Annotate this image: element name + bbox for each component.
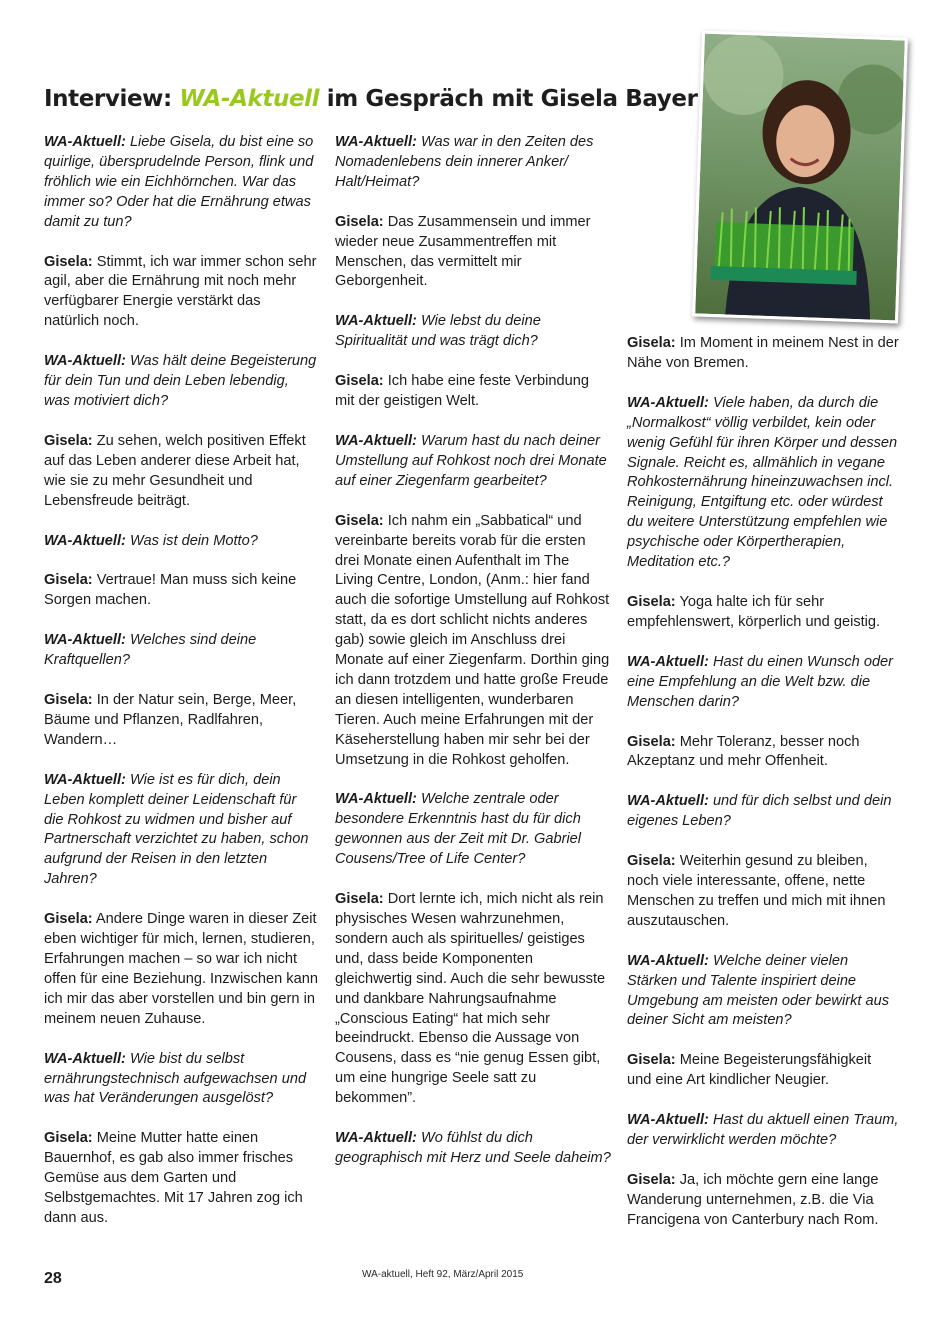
interview-answer bbox=[627, 733, 899, 773]
portrait-photo-icon bbox=[695, 34, 905, 321]
block-text: Wie ist es für dich, dein Leben komplett deiner Leidenschaft für die Rohkost zu widmen und bisher auf Partnerschaft verzichtet zu haben, schon aufgrund der Reisen in den letzten Jahren? bbox=[44, 771, 309, 888]
interview-answer bbox=[44, 691, 318, 751]
interview-question bbox=[44, 771, 318, 890]
interview-question bbox=[335, 1129, 611, 1169]
speaker-label: Gisela: bbox=[44, 432, 93, 449]
block-text: Dort lernte ich, mich nicht als rein physisches Wesen wahrzunehmen, sondern auch als spirituelles/ geistiges und, dass beide Komponenten gleichwertig sind. Auch die sehr bewusste und dankbare Nahrungsaufnahme „Conscious Eating“ hat mich sehr beeindruckt. Ebenso die Aussage von Cousens, dass es “nie genug Essen gibt, um eine hungrige Seele satt zu bekommen”. bbox=[335, 891, 606, 1107]
interview-answer bbox=[335, 512, 611, 771]
interview-column-2 bbox=[335, 133, 611, 1189]
speaker-label: WA-Aktuell: bbox=[335, 134, 417, 150]
block-text: Vertraue! Man muss sich keine Sorgen machen. bbox=[44, 572, 297, 609]
interview-answer bbox=[44, 571, 318, 611]
speaker-label: WA-Aktuell: bbox=[627, 1112, 709, 1129]
speaker-label: WA-Aktuell: bbox=[44, 632, 126, 649]
speaker-label: Gisela: bbox=[335, 213, 384, 230]
speaker-label: Gisela: bbox=[44, 572, 93, 589]
speaker-label: WA-Aktuell: bbox=[627, 394, 709, 411]
block-text: Mehr Toleranz, besser noch Akzeptanz und mehr Offenheit. bbox=[627, 733, 860, 770]
speaker-label: Gisela: bbox=[627, 733, 676, 750]
interview-answer bbox=[627, 334, 899, 374]
interview-answer bbox=[44, 253, 318, 333]
block-text: Im Moment in meinem Nest in der Nähe von Bremen. bbox=[627, 335, 899, 371]
speaker-label: WA-Aktuell: bbox=[627, 793, 709, 810]
speaker-label: Gisela: bbox=[335, 512, 384, 529]
speaker-label: Gisela: bbox=[44, 253, 93, 270]
block-text: Was war in den Zeiten des Nomadenlebens dein innerer Anker/ Halt/Heimat? bbox=[335, 134, 594, 190]
block-text: Was hält deine Begeisterung für dein Tun und dein Leben lebendig, was motiviert dich? bbox=[44, 353, 317, 409]
speaker-label: WA-Aktuell: bbox=[44, 1050, 126, 1067]
speaker-label: WA-Aktuell: bbox=[335, 1130, 417, 1147]
block-text: In der Natur sein, Berge, Meer, Bäume und Pflanzen, Radlfahren, Wandern… bbox=[44, 692, 297, 748]
interview-question bbox=[335, 133, 611, 193]
block-text: Was ist dein Motto? bbox=[125, 532, 258, 549]
title-accent: WA-Aktuell bbox=[179, 86, 320, 112]
interview-question bbox=[44, 133, 318, 233]
speaker-label: WA-Aktuell: bbox=[335, 313, 417, 330]
block-text: Meine Begeisterungsfähigkeit und eine Art kindlicher Neugier. bbox=[627, 1052, 872, 1089]
speaker-label: WA-Aktuell: bbox=[44, 532, 126, 549]
block-text: Meine Mutter hatte einen Bauernhof, es gab also immer frisches Gemüse aus dem Garten und Selbstgemachtes. Mit 17 Jahren zog ich dann aus. bbox=[44, 1130, 303, 1226]
interview-question bbox=[627, 653, 899, 713]
interview-question bbox=[335, 312, 611, 352]
block-text: Wie bist du selbst ernährungstechnisch aufgewachsen und was hat Veränderungen ausgelöst? bbox=[44, 1050, 307, 1107]
interview-question bbox=[44, 1050, 318, 1110]
article-title bbox=[44, 86, 698, 112]
block-text: Stimmt, ich war immer schon sehr agil, aber die Ernährung mit noch mehr verfügbarer Energie verstärkt das natürlich noch. bbox=[44, 253, 317, 330]
page-number: 28 bbox=[44, 1270, 62, 1287]
speaker-label: Gisela: bbox=[627, 593, 676, 610]
speaker-label: Gisela: bbox=[44, 1130, 93, 1147]
interview-answer bbox=[335, 890, 611, 1109]
interview-question bbox=[44, 631, 318, 671]
speaker-label: Gisela: bbox=[627, 1172, 676, 1188]
block-text: Yoga halte ich für sehr empfehlenswert, körperlich und geistig. bbox=[627, 593, 881, 630]
interview-column-1 bbox=[44, 133, 318, 1249]
interview-answer bbox=[44, 910, 318, 1029]
speaker-label: Gisela: bbox=[44, 911, 93, 928]
block-text: Das Zusammensein und immer wieder neue Zusammentreffen mit Menschen, das vermittelt mir Geborgenheit. bbox=[335, 213, 591, 290]
speaker-label: Gisela: bbox=[627, 853, 676, 870]
portrait-photo bbox=[692, 30, 908, 323]
interview-answer bbox=[627, 1051, 899, 1091]
speaker-label: WA-Aktuell: bbox=[335, 432, 417, 449]
interview-answer bbox=[627, 852, 899, 932]
block-text: Liebe Gisela, du bist eine so quirlige, übersprudelnde Person, flink und fröhlich wie ein Eichhörnchen. War das immer so? Oder hat die Ernährung etwas damit zu tun? bbox=[44, 134, 314, 230]
interview-answer bbox=[335, 372, 611, 412]
block-text: Wo fühlst du dich geographisch mit Herz und Seele daheim? bbox=[335, 1130, 611, 1166]
interview-answer bbox=[627, 1171, 899, 1231]
block-text: Warum hast du nach deiner Umstellung auf Rohkost noch drei Monate auf einer Ziegenfarm gearbeitet? bbox=[335, 432, 607, 489]
title-prefix: Interview: bbox=[44, 86, 180, 112]
block-text: und für dich selbst und dein eigenes Leben? bbox=[627, 793, 892, 830]
block-text: Weiterhin gesund zu bleiben, noch viele interessante, offene, nette Menschen zu treffen und mich mit ihnen auszutauschen. bbox=[627, 853, 886, 929]
block-text: Zu sehen, welch positiven Effekt auf das Leben anderer diese Arbeit hat, wie sie zu mehr Gesundheit und Lebensfreude beiträgt. bbox=[44, 432, 306, 509]
block-text: Ich nahm ein „Sabbatical“ und vereinbarte bereits vorab für die ersten drei Monate einen Aufenthalt im The Living Centre, London, (Anm.: hier fand auch die sofortige Umstellung auf Rohkost statt, da es dort schlicht nichts anderes gab) sowie gleich im Anschluss drei Monate auf einer Ziegenfarm. Dorthin ging ich dann trotzdem und hatte große Freude an diesen intelligenten, wunderbaren Tieren. Auch meine Erfahrungen mit der Käseherstellung haben mir sehr bei der Umsetzung in die Rohkost geholfen. bbox=[335, 512, 610, 768]
block-text: Andere Dinge waren in dieser Zeit eben wichtiger für mich, lernen, studieren, Erfahrungen machen – so war ich nicht offen für eine Beziehung. Inzwischen kann ich mir das aber vorstellen und bin gern in meinem neuen Zuhause. bbox=[44, 911, 318, 1027]
interview-answer bbox=[44, 432, 318, 512]
interview-question bbox=[627, 952, 899, 1032]
block-text: Welche zentrale oder besondere Erkenntnis hast du für dich gewonnen aus der Zeit mit Dr. Gabriel Cousens/Tree of Life Center? bbox=[335, 791, 582, 868]
block-text: Hast du einen Wunsch oder eine Empfehlung an die Welt bzw. die Menschen darin? bbox=[627, 653, 894, 710]
block-text: Wie lebst du deine Spiritualität und was trägt dich? bbox=[335, 313, 541, 350]
interview-question bbox=[627, 1111, 899, 1151]
interview-question bbox=[627, 394, 899, 573]
block-text: Ich habe eine feste Verbindung mit der geistigen Welt. bbox=[335, 373, 589, 410]
interview-question bbox=[44, 352, 318, 412]
speaker-label: WA-Aktuell: bbox=[44, 353, 126, 370]
title-suffix: im Gespräch mit Gisela Bayer bbox=[319, 86, 698, 112]
speaker-label: WA-Aktuell: bbox=[627, 653, 709, 670]
interview-question bbox=[44, 532, 318, 552]
speaker-label: WA-Aktuell: bbox=[44, 134, 126, 150]
speaker-label: Gisela: bbox=[335, 891, 384, 908]
interview-question bbox=[627, 792, 899, 832]
block-text: Hast du aktuell einen Traum, der verwirklicht werden möchte? bbox=[627, 1112, 899, 1149]
speaker-label: Gisela: bbox=[627, 1052, 676, 1069]
speaker-label: Gisela: bbox=[335, 373, 384, 390]
speaker-label: WA-Aktuell: bbox=[335, 791, 417, 808]
block-text: Ja, ich möchte gern eine lange Wanderung unternehmen, z.B. die Via Francigena von Canterbury nach Rom. bbox=[627, 1172, 879, 1228]
speaker-label: Gisela: bbox=[627, 335, 676, 351]
interview-column-3 bbox=[627, 334, 899, 1251]
speaker-label: WA-Aktuell: bbox=[627, 952, 709, 969]
interview-answer bbox=[627, 593, 899, 633]
block-text: Welche deiner vielen Stärken und Talente inspiriert deine Umgebung am meisten oder bewirkt aus deiner Sicht am meisten? bbox=[627, 952, 890, 1029]
speaker-label: Gisela: bbox=[44, 692, 93, 709]
block-text: Welches sind deine Kraftquellen? bbox=[44, 632, 257, 669]
interview-question bbox=[335, 432, 611, 492]
interview-question bbox=[335, 790, 611, 870]
speaker-label: WA-Aktuell: bbox=[44, 771, 126, 788]
publication-info: WA-aktuell, Heft 92, März/April 2015 bbox=[362, 1269, 524, 1280]
interview-answer bbox=[44, 1129, 318, 1229]
interview-answer bbox=[335, 213, 611, 293]
block-text: Viele haben, da durch die „Normalkost“ völlig verbildet, kein oder wenig Gefühl für ihren Körper und dessen Signale. Reicht es, allmählich in vegane Rohkosternährung hineinzuwachsen incl. Reinigung, Entgiftung etc. oder würdest du weitere Unterstützung empfehlen wie psychische oder Körpertherapien, Meditation etc.? bbox=[627, 394, 898, 571]
